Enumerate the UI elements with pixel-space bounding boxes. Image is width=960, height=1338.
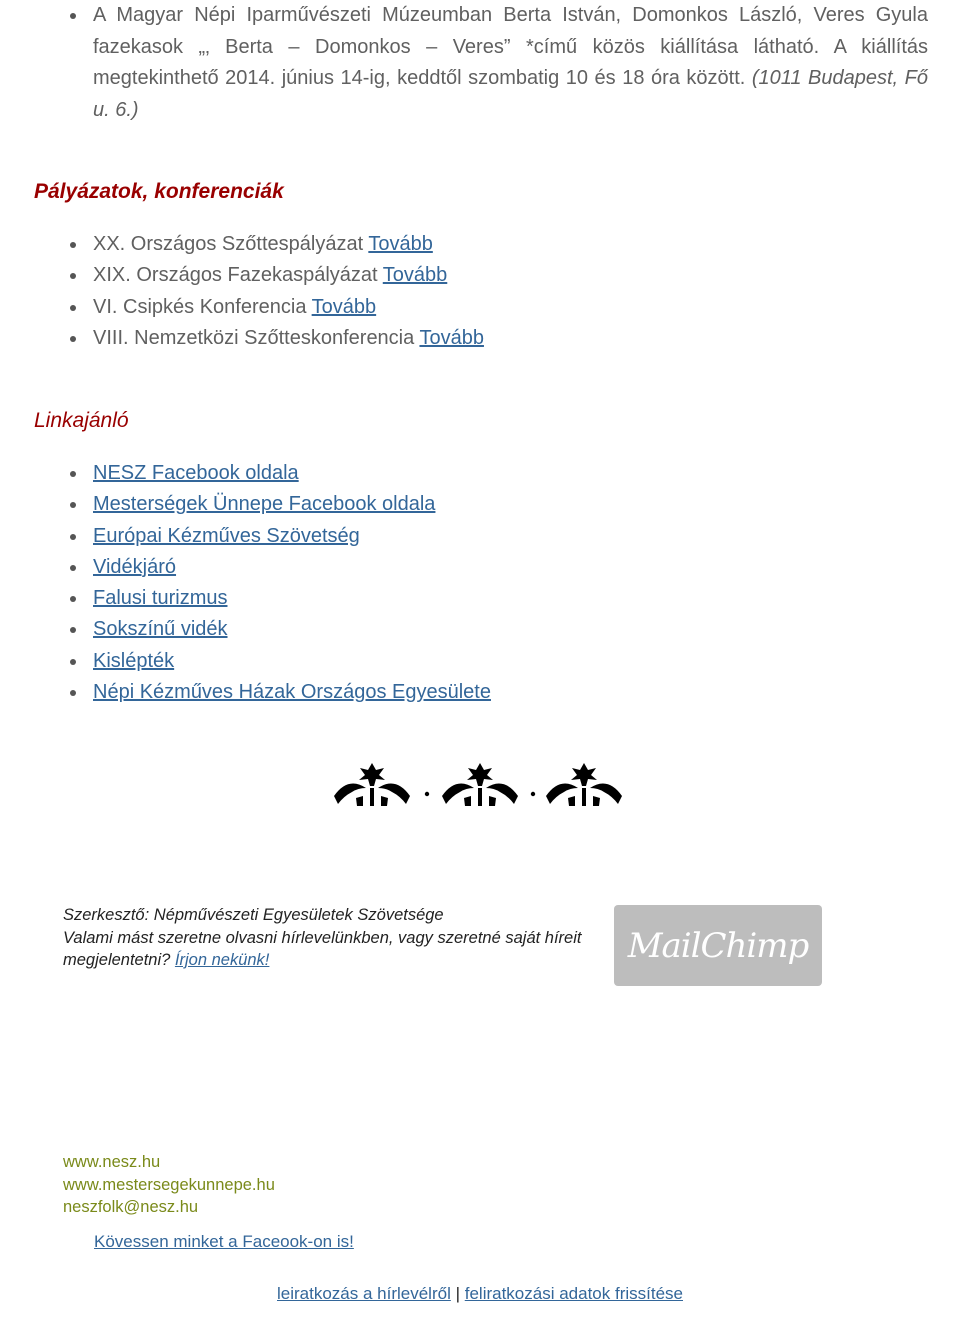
bullet-icon	[70, 502, 76, 508]
ornament-dot	[531, 792, 535, 796]
news-item	[66, 0, 928, 126]
footer-message	[63, 904, 583, 972]
list-item	[66, 677, 491, 708]
separator: |	[450, 1284, 465, 1303]
recommended-link[interactable]: Sokszínű vidék	[93, 618, 228, 641]
more-link[interactable]: Tovább	[419, 326, 484, 349]
item-text: XIX. Országos Fazekaspályázat	[93, 264, 383, 287]
ornament-motif	[546, 763, 622, 806]
website-nesz[interactable]: www.nesz.hu	[63, 1153, 161, 1171]
recommended-link[interactable]: Kislépték	[93, 649, 175, 672]
facebook-follow-link[interactable]: Kövessen minket a Faceook-on is!	[94, 1232, 354, 1251]
item-text: XX. Országos Szőttespályázat	[93, 233, 369, 255]
contact-block	[63, 1151, 275, 1219]
bullet-icon	[70, 659, 76, 665]
recommended-link[interactable]: NESZ Facebook oldala	[93, 462, 299, 484]
news-list	[66, 0, 928, 126]
facebook-follow	[94, 1231, 354, 1253]
bullet-icon	[70, 471, 76, 477]
contact-email[interactable]: neszfolk@nesz.hu	[63, 1198, 199, 1216]
recommended-link[interactable]: Népi Kézműves Házak Országos Egyesülete	[93, 681, 491, 704]
bullet-icon	[70, 305, 76, 311]
bullet-icon	[70, 627, 76, 633]
website-mestersegek[interactable]: www.mestersegekunnepe.hu	[63, 1175, 275, 1194]
recommended-link[interactable]: Mesterségek Ünnepe Facebook oldala	[93, 493, 436, 516]
news-address: (1011 Budapest, Fő u. 6.)	[93, 67, 928, 121]
bullet-icon	[70, 565, 76, 571]
recommended-link[interactable]: Vidékjáró	[93, 555, 177, 578]
list-item	[66, 646, 491, 677]
item-text: VI. Csipkés Konferencia	[93, 295, 312, 318]
competitions-list	[66, 229, 484, 354]
item-text: VIII. Nemzetközi Szőtteskonferencia	[93, 326, 420, 349]
message-text: Valami mást szeretne olvasni hírlevelünkben, vagy szeretné saját híreit megjelentetni?	[63, 928, 582, 969]
bullet-icon	[70, 534, 76, 540]
mailchimp-logo[interactable]	[614, 905, 822, 986]
section-title-links: Linkajánló	[34, 409, 129, 432]
folk-ornament-divider	[330, 760, 630, 815]
recommended-link[interactable]: Európai Kézműves Szövetség	[93, 524, 360, 547]
list-item	[66, 292, 484, 323]
list-item	[66, 260, 484, 291]
list-item	[66, 583, 491, 614]
list-item	[66, 323, 484, 354]
list-item	[66, 458, 491, 489]
more-link[interactable]: Tovább	[368, 233, 433, 255]
list-item	[66, 552, 491, 583]
bullet-icon	[70, 596, 76, 602]
ornament-motif	[334, 763, 410, 806]
update-profile-link[interactable]: feliratkozási adatok frissítése	[464, 1284, 683, 1303]
more-link[interactable]: Tovább	[382, 264, 448, 287]
section-title-competitions: Pályázatok, konferenciák	[34, 180, 284, 203]
list-item	[66, 521, 491, 552]
bullet-icon	[70, 242, 76, 248]
list-item	[66, 614, 491, 645]
recommended-link[interactable]: Falusi turizmus	[93, 587, 228, 610]
list-item	[66, 489, 491, 520]
mailchimp-logo-text: MailChimp	[627, 925, 809, 966]
ornament-motif	[442, 763, 518, 806]
ornament-dot	[425, 792, 429, 796]
subscription-links	[0, 1283, 960, 1305]
bullet-icon	[70, 13, 76, 19]
bullet-icon	[70, 336, 76, 342]
news-text: A Magyar Népi Iparművészeti Múzeumban Berta István, Domonkos László, Veres Gyula fazekasok „‚ Berta – Domonkos – Veres” *című közös kiállítása látható. A kiállítás megtekinthető 2014. június 14-ig, keddtől szombatig 10 és 18 óra között.	[93, 4, 928, 89]
links-list	[66, 458, 491, 708]
message-line	[63, 927, 583, 972]
unsubscribe-link[interactable]: leiratkozás a hírlevélről	[277, 1284, 451, 1303]
editor-line: Szerkesztő: Népművészeti Egyesületek Szövetsége	[63, 906, 444, 924]
write-us-link[interactable]: Írjon nekünk!	[174, 951, 270, 969]
bullet-icon	[70, 273, 76, 279]
more-link[interactable]: Tovább	[311, 295, 377, 318]
list-item	[66, 229, 484, 260]
bullet-icon	[70, 690, 76, 696]
